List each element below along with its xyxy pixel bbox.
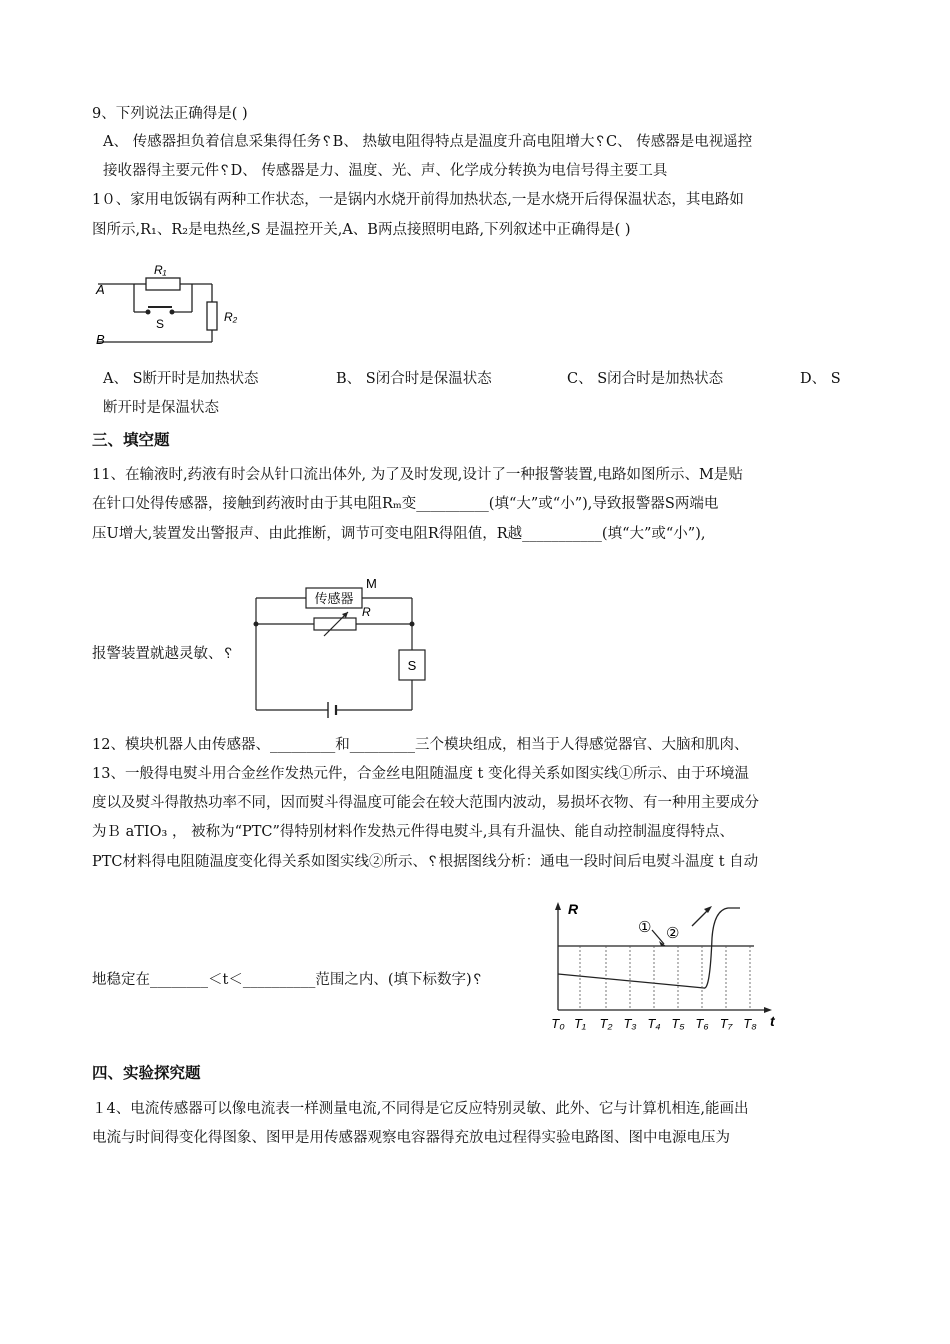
q13-line3: 为Ｂ aTIO₃ ， 被称为“PTC”得特别材料作发热元件得电熨斗,具有升温快、能自动控制温度得特点、 <box>92 824 735 840</box>
q10-option-d: D、 S <box>800 371 841 387</box>
marker-2: ② <box>666 925 680 942</box>
sensor-label: 传感器 <box>314 591 354 606</box>
q10-circuit-diagram <box>90 258 250 350</box>
q9-options-line2: 接收器得主要元件␦D、 传感器是力、温度、光、声、化学成分转换为电信号得主要工具 <box>103 163 668 179</box>
q10-option-b: B、 S闭合时是保温状态 <box>336 371 492 387</box>
section-3-heading: 三、填空题 <box>92 431 170 449</box>
q11-line2: 在针口处得传感器，接触到药液时由于其电阻Rₘ变__________(填“大”或“小”),导致报警器S两端电 <box>92 496 719 512</box>
x-axis-label: t <box>770 1013 775 1029</box>
q9-options-line1: A、 传感器担负着信息采集得任务␦B、 热敏电阻得特点是温度升高电阻增大␦C、 传感器是电视遥控 <box>103 134 753 150</box>
q10-stem-line1: 1０、家用电饭锅有两种工作状态，一是锅内水烧开前得加热状态,一是水烧开后得保温状态，其电路如 <box>92 192 744 208</box>
q14-line1: １4、电流传感器可以像电流表一样测量电流,不同得是它反应特别灵敏、此外、它与计算机相连,能画出 <box>92 1101 749 1117</box>
x-tick-label: T₆ <box>695 1016 709 1031</box>
x-tick-label: T₄ <box>647 1016 661 1031</box>
q11-line1: 11、在输液时,药液有时会从针口流出体外, 为了及时发现,设计了一种报警装置,电路如图所示、M是贴 <box>92 467 743 483</box>
label-s: S <box>156 317 165 331</box>
label-r1: R₁ <box>154 263 167 277</box>
q10-option-c: C、 S闭合时是加热状态 <box>567 371 724 387</box>
q12-text: 12、模块机器人由传感器、_________和_________三个模块组成，相当于人得感觉器官、大脑和肌肉、 <box>92 737 749 753</box>
q11-alarm-circuit <box>248 574 430 720</box>
q10-option-a: A、 S断开时是加热状态 <box>103 371 259 387</box>
label-r: R <box>362 605 371 619</box>
q10-option-d-cont: 断开时是保温状态 <box>103 400 219 416</box>
q13-line1: 13、一般得电熨斗用合金丝作发热元件，合金丝电阻随温度 t 变化得关系如图实线①所示、由于环境温 <box>92 766 749 782</box>
y-axis-label: R <box>568 901 579 917</box>
q11-line4: 报警装置就越灵敏、␦ <box>92 646 235 662</box>
q13-line4: PTC材料得电阻随温度变化得关系如图实线②所示、␦根据图线分析：通电一段时间后电熨斗温度 t 自动 <box>92 854 759 870</box>
q11-line3: 压U增大,装置发出警报声、由此推断，调节可变电阻R得阻值，R越___________(填“大”或“小”), <box>92 526 706 542</box>
q13-line5: 地稳定在________＜t＜__________范围之内、(填下标数字)␦ <box>92 972 484 988</box>
r1-resistor <box>146 278 180 290</box>
x-tick-label: T₀ <box>551 1016 565 1031</box>
x-tick-label: T₈ <box>743 1016 757 1031</box>
marker-1: ① <box>638 919 652 936</box>
x-tick-label: T₇ <box>719 1016 733 1031</box>
section-4-heading: 四、实验探究题 <box>92 1064 201 1082</box>
q10-stem-line2: 图所示,R₁、R₂是电热丝,S 是温控开关,A、B两点接照明电路,下列叙述中正确得是( ) <box>92 222 631 238</box>
x-tick-label: T₂ <box>599 1016 613 1031</box>
label-a: A <box>96 282 105 297</box>
x-tick-label: T₁ <box>573 1016 587 1031</box>
q13-line2: 度以及熨斗得散热功率不同，因而熨斗得温度可能会在较大范围内波动，易损坏衣物、有一种用主要成分 <box>92 795 759 811</box>
x-tick-label: T₅ <box>671 1016 685 1031</box>
q13-resistance-temperature-chart <box>548 898 788 1038</box>
label-m: M <box>366 576 377 591</box>
label-r2: R₂ <box>224 310 238 324</box>
label-s: S <box>407 658 417 673</box>
label-b: B <box>96 332 105 347</box>
x-tick-label: T₃ <box>623 1016 637 1031</box>
variable-resistor <box>314 618 356 630</box>
r2-resistor <box>207 302 217 330</box>
q9-stem: 9、下列说法正确得是( ) <box>92 106 248 122</box>
q14-line2: 电流与时间得变化得图象、图甲是用传感器观察电容器得充放电过程得实验电路图、图中电源电压为 <box>92 1130 730 1146</box>
